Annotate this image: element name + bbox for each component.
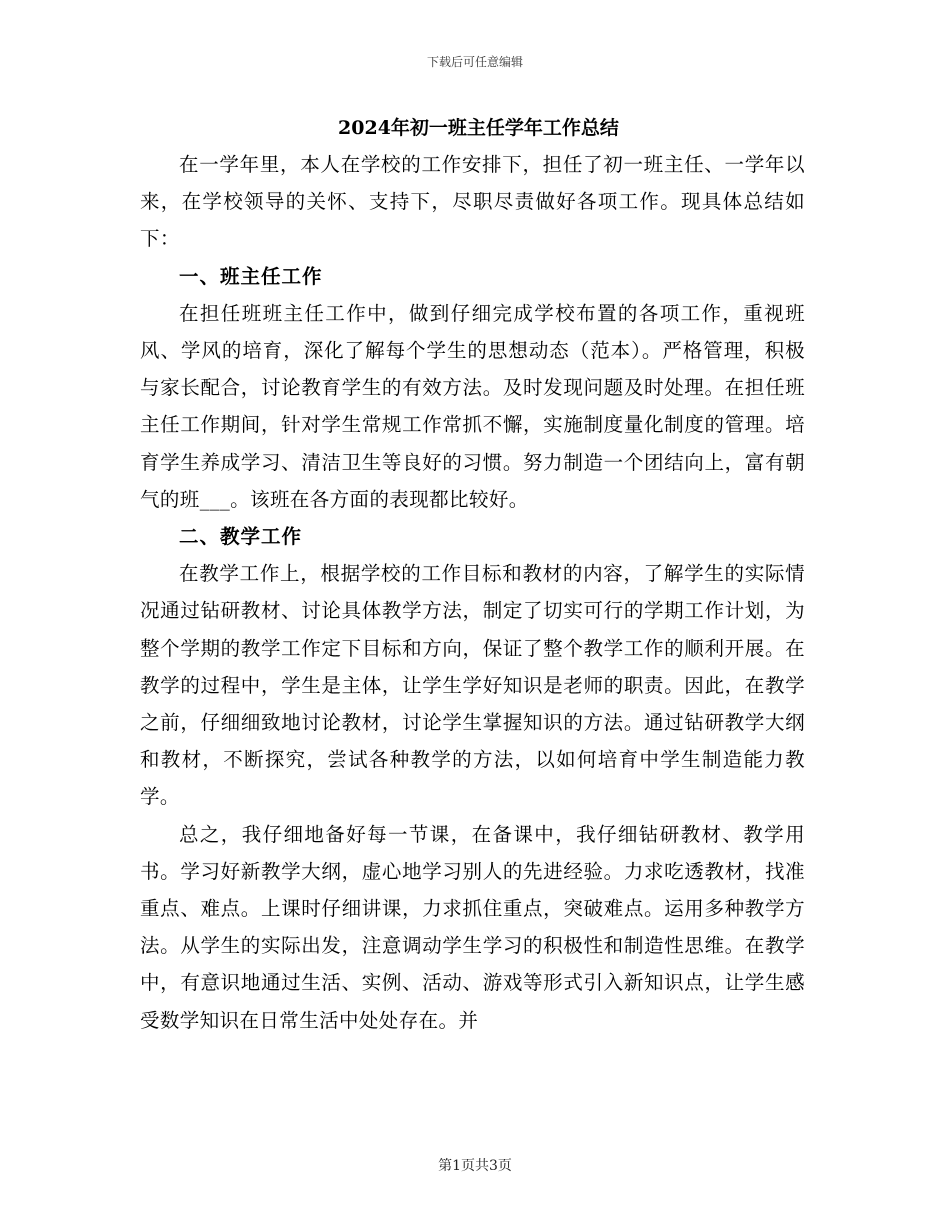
section-paragraph-teaching-work-1: 在教学工作上，根据学校的工作目标和教材的内容，了解学生的实际情况通过钻研教材、讨论具体教学方法，制定了切实可行的学期工作计划，为整个学期的教学工作定下目标和方向，保证了整个教学工作的顺利开展。在教学的过程中，学生是主体，让学生学好知识是老师的职责。因此，在教学之前，仔细细致地讨论教材，讨论学生掌握知识的方法。通过钻研教学大纲和教材，不断探究，尝试各种教学的方法，以如何培育中学生制造能力教学。 bbox=[140, 562, 805, 809]
section-heading-class-teacher-work: 一、班主任工作 bbox=[179, 264, 323, 288]
section-paragraph-teaching-work-2: 总之，我仔细地备好每一节课，在备课中，我仔细钻研教材、教学用书。学习好新教学大纲，虚心地学习别人的先进经验。力求吃透教材，找准重点、难点。上课时仔细讲课，力求抓住重点，突破难点。运用多种教学方法。从学生的实际出发，注意调动学生学习的积极性和制造性思维。在教学中，有意识地通过生活、实例、活动、游戏等形式引入新知识点，让学生感受数学知识在日常生活中处处存在。并 bbox=[140, 822, 805, 1032]
document-title: 2024年初一班主任学年工作总结 bbox=[338, 117, 619, 139]
section-heading-teaching-work: 二、教学工作 bbox=[179, 525, 303, 549]
intro-paragraph: 在一学年里，本人在学校的工作安排下，担任了初一班主任、一学年以来，在学校领导的关怀、支持下，尽职尽责做好各项工作。现具体总结如下： bbox=[140, 153, 805, 251]
section-paragraph-class-teacher-work: 在担任班班主任工作中，做到仔细完成学校布置的各项工作，重视班风、学风的培育，深化了解每个学生的思想动态（范本）。严格管理，积极与家长配合，讨论教育学生的有效方法。及时发现问题及时处理。在担任班主任工作期间，针对学生常规工作常抓不懈，实施制度量化制度的管理。培育学生养成学习、清洁卫生等良好的习惯。努力制造一个团结向上，富有朝气的班___。该班在各方面的表现都比较好。 bbox=[140, 301, 805, 511]
page-number-indicator: 第1页共3页 bbox=[438, 1158, 512, 1174]
document-body bbox=[140, 110, 805, 1039]
page-header-note: 下载后可任意编辑 bbox=[426, 55, 523, 69]
